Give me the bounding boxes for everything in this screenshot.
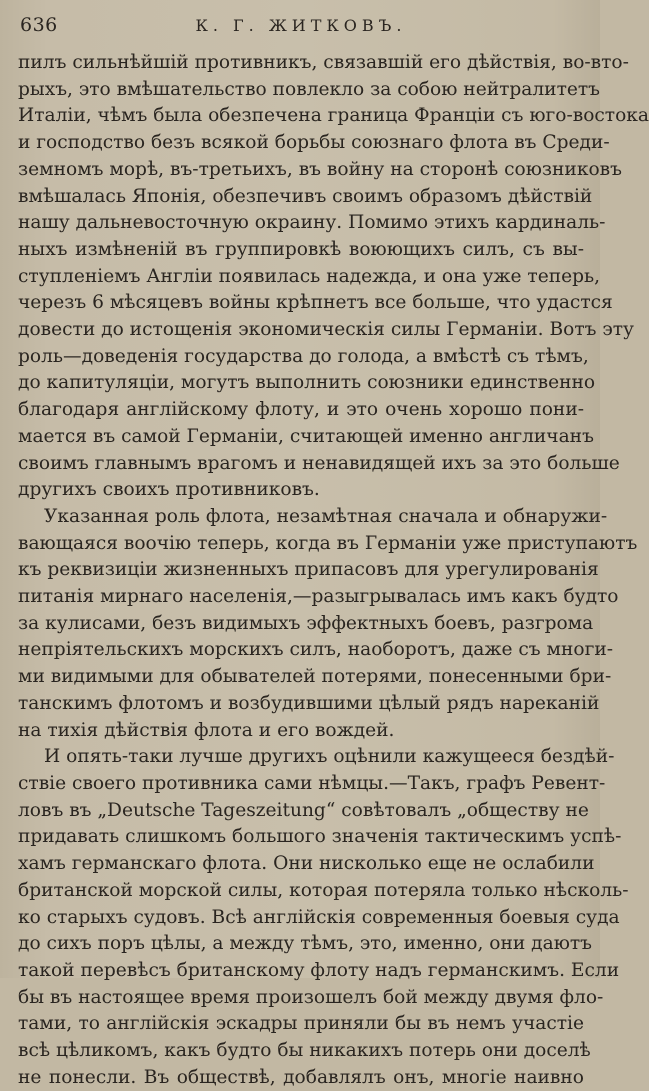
- text-line: вающаяся воочію теперь, когда въ Германіи уже приступаютъ: [18, 532, 638, 554]
- text-line: до капитуляціи, могутъ выполнить союзники единственно: [18, 372, 596, 394]
- text-line: ствіе своего противника сами нѣмцы.—Такъ, графъ Ревент-: [18, 772, 606, 794]
- text-line: роль—доведенія государства до голода, а вмѣстѣ съ тѣмъ,: [18, 345, 589, 367]
- text-line: благодаря англійскому флоту, и это очень хорошо пони-: [18, 399, 584, 421]
- text-line: питанія мирнаго населенія,—разыгрывалась имъ какъ будто: [18, 586, 619, 608]
- text-line: бы въ настоящее время произошелъ бой между двумя фло-: [18, 986, 604, 1008]
- text-line: за кулисами, безъ видимыхъ эффектныхъ боевъ, разгрома: [18, 612, 594, 634]
- page-number: 636: [20, 14, 58, 36]
- text-line: И опять-таки лучше другихъ оцѣнили кажущееся бездѣй-: [44, 746, 615, 768]
- text-line: Указанная роль флота, незамѣтная сначала и обнаружи-: [44, 505, 608, 527]
- text-line: хамъ германскаго флота. Они нисколько еще не ослабили: [18, 853, 595, 875]
- text-line: своимъ главнымъ врагомъ и ненавидящей ихъ за это больше: [18, 452, 620, 474]
- text-line: Италіи, чѣмъ была обезпечена граница Франціи съ юго-востока: [18, 105, 649, 127]
- text-line: непріятельскихъ морскихъ силъ, наоборотъ, даже съ многи-: [18, 639, 613, 661]
- text-line: не понесли. Въ обществѣ, добавлялъ онъ, многіе наивно: [18, 1066, 584, 1088]
- text-line: довести до истощенія экономическія силы Германіи. Вотъ эту: [18, 319, 634, 341]
- text-line: на тихія дѣйствія флота и его вождей.: [18, 719, 395, 741]
- text-line: танскимъ флотомъ и возбудившими цѣлый рядъ нареканій: [18, 692, 600, 714]
- text-line: пилъ сильнѣйшій противникъ, связавшій его дѣйствія, во-вто-: [18, 52, 629, 73]
- body-text: [18, 50, 649, 1091]
- running-head: К. Г. ЖИТКОВЪ.: [195, 16, 407, 35]
- text-line: ныхъ измѣненій въ группировкѣ воюющихъ силъ, съ вы-: [18, 238, 584, 260]
- text-line: рыхъ, это вмѣшательство повлекло за собою нейтралитетъ: [18, 78, 600, 100]
- page-header: [18, 10, 584, 50]
- text-line: тами, то англійскія эскадры приняли бы въ немъ участіе: [18, 1013, 584, 1035]
- text-line: нашу дальневосточную окраину. Помимо этихъ кардиналь-: [18, 212, 606, 234]
- text-line: ко старыхъ судовъ. Всѣ англійскія современныя боевыя суда: [18, 906, 620, 928]
- text-line: ми видимыми для обывателей потерями, понесенными бри-: [18, 666, 612, 688]
- text-line: черезъ 6 мѣсяцевъ войны крѣпнетъ все больше, что удастся: [18, 292, 613, 314]
- text-line: другихъ своихъ противниковъ.: [18, 479, 320, 501]
- text-line: вмѣшалась Японія, обезпечивъ своимъ образомъ дѣйствій: [18, 185, 593, 207]
- text-line: ступленіемъ Англіи появилась надежда, и она уже теперь,: [18, 265, 601, 287]
- text-line: такой перевѣсъ британскому флоту надъ германскимъ. Если: [18, 959, 620, 981]
- text-line: мается въ самой Германіи, считающей именно англичанъ: [18, 425, 594, 447]
- text-line: британской морской силы, которая потеряла только нѣсколь-: [18, 879, 629, 901]
- text-line: земномъ морѣ, въ-третьихъ, въ войну на сторонѣ союзниковъ: [18, 158, 622, 180]
- text-line: къ реквизиціи жизненныхъ припасовъ для урегулированія: [18, 559, 599, 581]
- text-line: и господство безъ всякой борьбы союзнаго флота въ Среди-: [18, 132, 610, 154]
- text-line: всѣ цѣликомъ, какъ будто бы никакихъ потерь они доселѣ: [18, 1040, 591, 1062]
- text-line: до сихъ поръ цѣлы, а между тѣмъ, это, именно, они даютъ: [18, 933, 593, 955]
- text-line: придавать слишкомъ большого значенія тактическимъ успѣ-: [18, 826, 622, 848]
- text-line: ловъ въ „Deutsche Tageszeitung“ совѣтовалъ „обществу не: [18, 799, 589, 821]
